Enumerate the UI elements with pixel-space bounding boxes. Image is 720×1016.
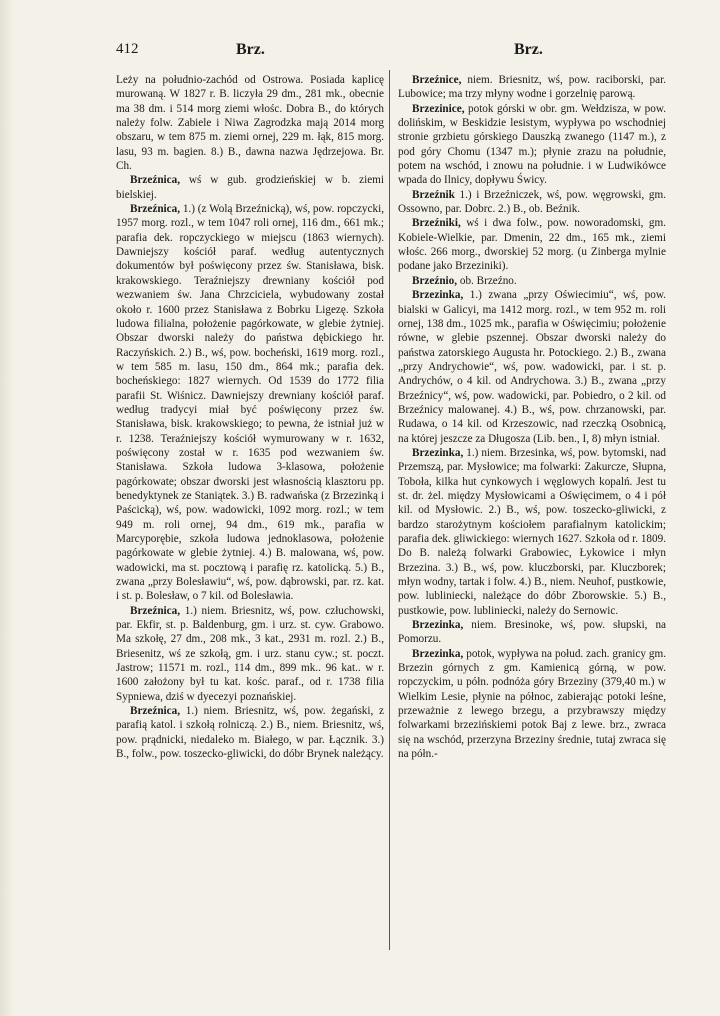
entry-headword: Brzeźniki, xyxy=(412,217,461,230)
entry-text: ob. Brzeźno. xyxy=(457,274,517,287)
entry-headword: Brzeźnio, xyxy=(412,274,458,287)
entry-headword: Brzeźnica, xyxy=(130,604,181,617)
entry-headword: Brzeźnik xyxy=(412,188,455,201)
entry-headword: Brzezinka, xyxy=(412,619,464,632)
entry-headword: Brzezinka, xyxy=(412,647,464,660)
entry-headword: Brzeźnice, xyxy=(412,74,462,86)
entry-text: 1.) niem. Brzesinka, wś, pow. bytomski, nad Przemszą, par. Mysłowice; ma folwarki: Zakurcze, Słupna, Toboła, kilka hut cynkowych i węglowych kopalń. Jest tu st. dr. żel. między Mysłowicami a Oświęcimem, o 4 i pół kil. od Mysłowic. 2.) B., wś, pow. toszecko-gliwicki, z bardzo starożytnym kościołem parafialnym katolickim; parafia dek. gliwickiego: wiernych 1627. Szkoła od r. 1809. Do B. należą folwarki Grabowiec, Łykowice i młyn Brzezina. 3.) B., wś, pow. kluczborski, par. Kluczborek; młyn wodny, tartak i folw. 4.) B., niem. Neuhof, pustkowie, pow. lubliniecki, należące do dóbr Zborowskie. 5.) B., pustkowie, pow. lubliniecki, należy do Sernowic. xyxy=(398,446,666,617)
column-divider xyxy=(389,70,390,950)
entry xyxy=(398,73,666,102)
entry-headword: Brzeźnica, xyxy=(130,174,181,187)
entry-headword: Brzezinka, xyxy=(412,289,464,302)
entry-text: 1.) niem. Briesnitz, wś, pow. żegański, z parafią katol. i szkołą rolniczą. 2.) B., niem. Briesnitz, wś, pow. prądnicki, niedaleko m. Białego, w par. Łącznik. 3.) B., folw., pow. toszecko-gliwicki, do dóbr Brynek należący. xyxy=(116,705,384,761)
right-column xyxy=(398,73,666,762)
entry-headword: Brzezinice, xyxy=(412,102,465,115)
entry-text: 1.) (z Wolą Brzeźnicką), wś, pow. ropczycki, 1957 morg. rozl., w tem 1047 roli ornej, 116 dm., 661 mk.; parafia dek. ropczyckiego w miejscu (1863 wiernych). Dawniejszy kościół paraf. według autentycznych dokumentów był poświęcony przez św. Stanisława, bisk. krakowskiego. Teraźniejszy drewniany kościół pod wezwaniem św. Jana Chrzciciela, wybudowany został około r. 1600 przez Stanisława z Bobrku Ligezę. Szkoła ludowa filialna, położenie pagórkowate, w glebie żytniej. Obszar dworski należy do państwa dębickiego hr. Raczyńskich. 2.) B., wś, pow. bocheński, 1619 morg. rozl., w tem 585 m. lasu, 150 dm., 864 mk.; parafia dek. bocheńskiego: 1827 wiernych. Od 1539 do 1772 filia parafii St. Wiśnicz. Dawniejszy drewniany kościół paraf. według tradycyi miał być poświęcony przez św. Stanisława, bisk. krakowskiego; to pewna, że istniał już w r. 1238. Teraźniejszy kościół wymurowany w r. 1632, poświęcony został w r. 1635 pod wezwaniem św. Stanisława. Szkoła ludowa 3-klasowa, położenie pagórkowate; obszar dworski jest własnością klasztoru pp. benedyktynek ze Staniątek. 3.) B. radwańska (z Brzezinką i Paścicką), wś, pow. wadowicki, 1092 morg. rozl.; w tem 949 m. roli ornej, 94 dm., 619 mk., parafia w Marcyporębie, szkoła ludowa jednoklasowa, położenie pagórkowate w glebie żytniej. 4.) B. malowana, wś, pow. wadowicki, ma st. pocztową i parafię rz. katolicką. 5.) B., zwana „przy Bolesławiu“, wś, pow. dąbrowski, par. rz. kat. i st. p. Bolesław, o 7 kil. od Bolesławia. xyxy=(116,203,384,603)
left-column xyxy=(116,73,384,762)
entry xyxy=(398,446,666,618)
entry-text: potok górski w obr. gm. Wełdzisza, w pow. dolińskim, w Beskidzie lesistym, wypływa po wschodniej stronie grzbietu górskiego Dauszką zwanego (1147 m.), z pod góry Chomu (1347 m.); płynie zrazu na południe, potem na wschód, i znowu na południe. i w Ludwikówce wpada do Ilnicy, dopływu Świcy. xyxy=(398,102,666,187)
page-number: 412 xyxy=(116,41,139,57)
entry xyxy=(398,102,666,188)
entry xyxy=(398,618,666,647)
entry-text: wś i dwa folw., pow. noworadomski, gm. Kobiele-Wielkie, par. Dmenin, 22 dm., 165 mk., ziemi włośc. 266 morg., dworskiej 52 morg. (u Zinberga mylnie podane jako Brzeziniki). xyxy=(398,217,666,273)
entry xyxy=(398,288,666,446)
entry-headword: Brzeźnica, xyxy=(130,203,181,216)
entry-headword: Brzezinka, xyxy=(412,446,464,459)
entry xyxy=(398,274,666,288)
running-head-right: Brz. xyxy=(514,41,543,58)
entry xyxy=(398,647,666,762)
entry xyxy=(116,202,384,604)
entry xyxy=(116,704,384,761)
entry xyxy=(398,188,666,217)
running-head-left: Brz. xyxy=(236,41,265,58)
entry-text: niem. Bresinoke, wś, pow. słupski, na Pomorzu. xyxy=(398,619,666,646)
entry-text: potok, wypływa na połud. zach. granicy gm. Brzezin górnych z gm. Kamienicą górną, w pow. ropczyckim, u półn. podnóża góry Brzeziny (379,40 m.) w Wielkim Lesie, płynie na północ, zabierając potoki leśne, przeważnie z lewego brzegu, a przybrawszy między folwarkami brzezińskiemi potok Baj z lewe. brz., zwraca się na wschód, przerzyna Brzeziny średnie, tutaj zwraca się na półn.- xyxy=(398,647,666,761)
entry-text: niem. Briesnitz, wś, pow. raciborski, par. Lubowice; ma trzy młyny wodne i gorzelnię parową. xyxy=(398,74,666,101)
entry xyxy=(116,73,384,173)
entry xyxy=(398,216,666,273)
entry xyxy=(116,604,384,704)
entry-text: Leży na południo-zachód od Ostrowa. Posiada kaplicę murowaną. W 1827 r. B. liczyła 29 dm., 281 mk., obecnie ma 38 dm. i 514 morg ziemi włośc. Dobra B., do których należy folw. Zabiele i Niwa Zagrodzka mają 2014 morg obszaru, w tem 875 m. ziemi ornej, 229 m. łąk, 815 morg. lasu, 93 m. bagien. 8.) B., dawna nazwa Jędrzejowa. Br. Ch. xyxy=(116,74,384,173)
page-edge xyxy=(0,0,14,1016)
entry-text: 1.) niem. Briesnitz, wś, pow. człuchowski, par. Ekfir, st. p. Baldenburg, gm. i urz. st. cyw. Grabowo. Ma szkołę, 27 dm., 208 mk., 3 kat., 2931 m. rozl. 2.) B., Briesenitz, wś ze szkołą, gm. i urz. stanu cyw.; st. poczt. Jastrow; 11571 m. rozl., 114 dm., 899 mk.. 96 kat.. w r. 1600 założony był tu kat. kośc. paraf., od r. 1738 filia Sypniewa, dziś w dyecezyi poznańskiej. xyxy=(116,604,384,703)
entry-text: 1.) zwana „przy Oświecimiu“, wś, pow. bialski w Galicyi, ma 1412 morg. rozl., w tem 952 m. roli ornej, 138 dm., 1025 mk., parafia w Oświęcimiu; położenie równe, w glebie pszennej. Obszar dworski należy do państwa zatorskiego Augusta hr. Potockiego. 2.) B., zwana „przy Andrychowie“, wś, pow. wadowicki, par. i st. p. Andrychów, o 4 kil. od Andrychowa. 3.) B., zwana „przy Brzeźnicy“, wś, pow. wadowicki, par. Pobiedro, o 2 kil. od Brzeźnicy malowanej. 4.) B., wś, pow. chrzanowski, par. Rudawa, o 14 kil. od Krzeszowic, nad rzeczką Osobnicą, na której jeszcze za Długosza (Lib. ben., I, 8) młyn istniał. xyxy=(398,289,666,445)
entry xyxy=(116,173,384,202)
entry-text: wś w gub. grodzieńskiej w b. ziemi bielskiej. xyxy=(116,174,384,201)
entry-headword: Brzeźnica, xyxy=(130,705,181,718)
entry-text: 1.) i Brzeźniczek, wś, pow. węgrowski, gm. Ossowno, par. Dobrc. 2.) B., ob. Beźnik. xyxy=(398,188,666,216)
